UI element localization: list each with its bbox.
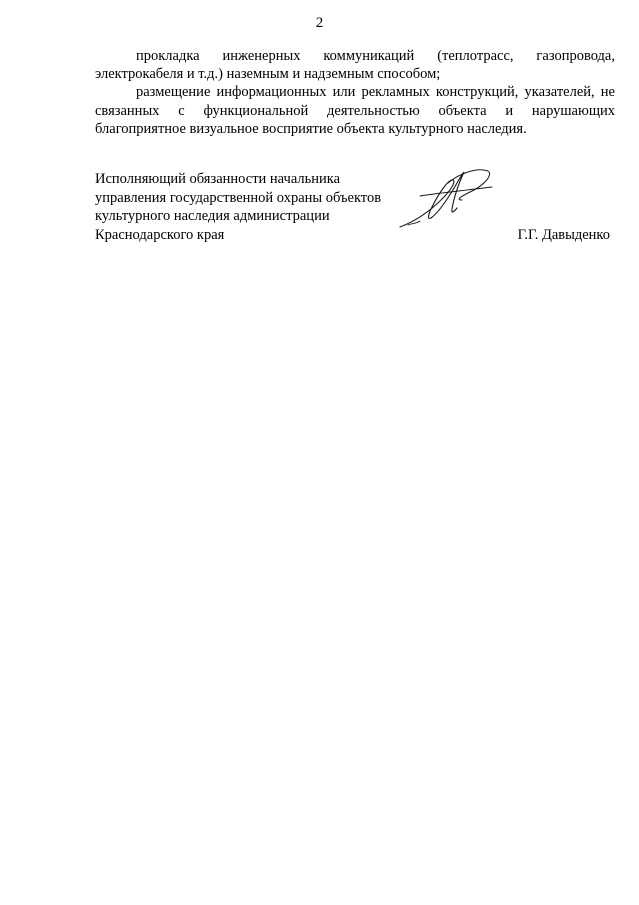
signatory-name: Г.Г. Давыденко xyxy=(517,226,610,243)
page-number: 2 xyxy=(315,15,324,31)
paragraph-advertising-structures: размещение информационных или рекламных конструкций, указателей, не связанных с функциональной деятельностью объекта и нарушающих благоприятное визуальное восприятие объекта культурного наследия. xyxy=(95,84,615,137)
paragraph-line: прокладка инженерных коммуникаций (теплотрасс, газопровода, xyxy=(136,48,615,64)
paragraph-line: электрокабеля и т.д.) наземным и надземным способом; xyxy=(95,66,441,83)
signature-block xyxy=(95,170,615,244)
signatory-title-line: Краснодарского края xyxy=(95,226,225,243)
signatory-title-line: управления государственной охраны объектов xyxy=(95,189,382,206)
document-body xyxy=(95,47,615,138)
signatory-title-line: культурного наследия администрации xyxy=(95,208,330,224)
signatory-title-line: Исполняющий обязанности начальника xyxy=(95,171,341,187)
paragraph-engineering-communications xyxy=(95,47,615,83)
handwritten-signature-icon xyxy=(398,163,494,233)
